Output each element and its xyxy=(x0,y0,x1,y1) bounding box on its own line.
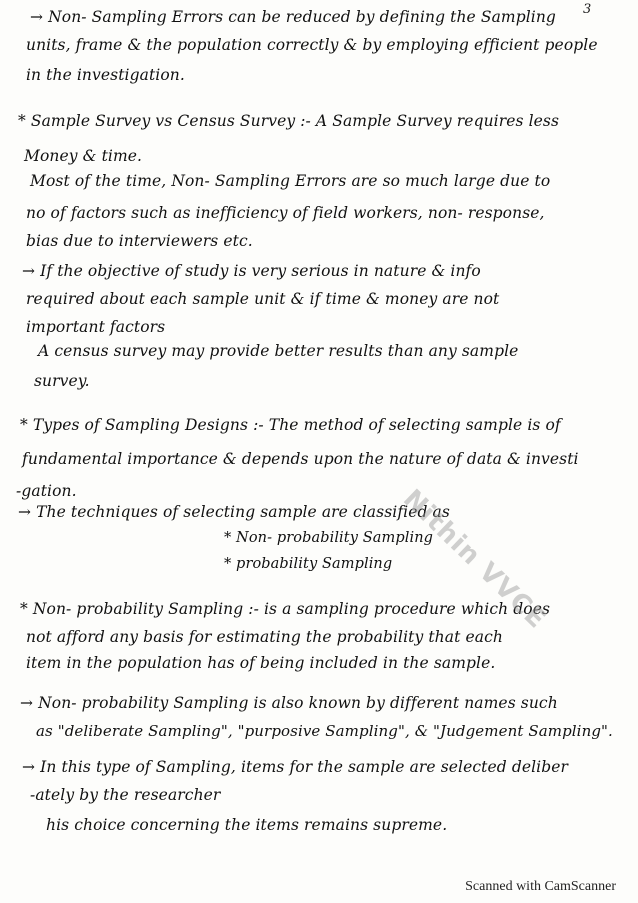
text-line: → Non- probability Sampling is also known by different names such xyxy=(20,694,558,712)
text-line: → The techniques of selecting sample are classified as xyxy=(18,503,450,521)
scanner-footer: Scanned with CamScanner xyxy=(465,879,616,894)
text-line: -gation. xyxy=(16,482,77,500)
section-heading: * Non- probability Sampling :- is a sampling procedure which does xyxy=(20,600,551,618)
text-line: Money & time. xyxy=(24,147,143,165)
text-line: -ately by the researcher xyxy=(30,786,221,804)
text-line: item in the population has of being included in the sample. xyxy=(26,654,496,672)
text-line: in the investigation. xyxy=(26,66,185,84)
list-item: * probability Sampling xyxy=(224,556,393,572)
text-line: fundamental importance & depends upon the nature of data & investi xyxy=(22,450,579,468)
text-line: bias due to interviewers etc. xyxy=(26,232,253,250)
text-line: not afford any basis for estimating the probability that each xyxy=(26,628,503,646)
text-line: his choice concerning the items remains supreme. xyxy=(46,816,448,834)
text-line: no of factors such as inefficiency of field workers, non- response, xyxy=(26,204,545,222)
section-heading: * Sample Survey vs Census Survey :- A Sample Survey requires less xyxy=(18,112,560,130)
text-line: as "deliberate Sampling", "purposive Sampling", & "Judgement Sampling". xyxy=(36,722,613,740)
text-line: units, frame & the population correctly & by employing efficient people xyxy=(26,36,598,54)
text-line: required about each sample unit & if time & money are not xyxy=(26,290,500,308)
text-line: → In this type of Sampling, items for the sample are selected deliber xyxy=(22,758,569,776)
text-line: → If the objective of study is very serious in nature & info xyxy=(22,262,481,280)
page-number: 3 xyxy=(583,2,592,17)
watermark: Nithin VVCE xyxy=(397,484,552,635)
text-line: → Non- Sampling Errors can be reduced by defining the Sampling xyxy=(30,8,556,26)
text-line: Most of the time, Non- Sampling Errors are so much large due to xyxy=(30,172,551,190)
section-heading: * Types of Sampling Designs :- The method of selecting sample is of xyxy=(20,416,561,434)
text-line: important factors xyxy=(26,318,166,336)
list-item: * Non- probability Sampling xyxy=(224,530,434,546)
text-line: A census survey may provide better results than any sample xyxy=(38,342,519,360)
text-line: survey. xyxy=(34,372,90,390)
